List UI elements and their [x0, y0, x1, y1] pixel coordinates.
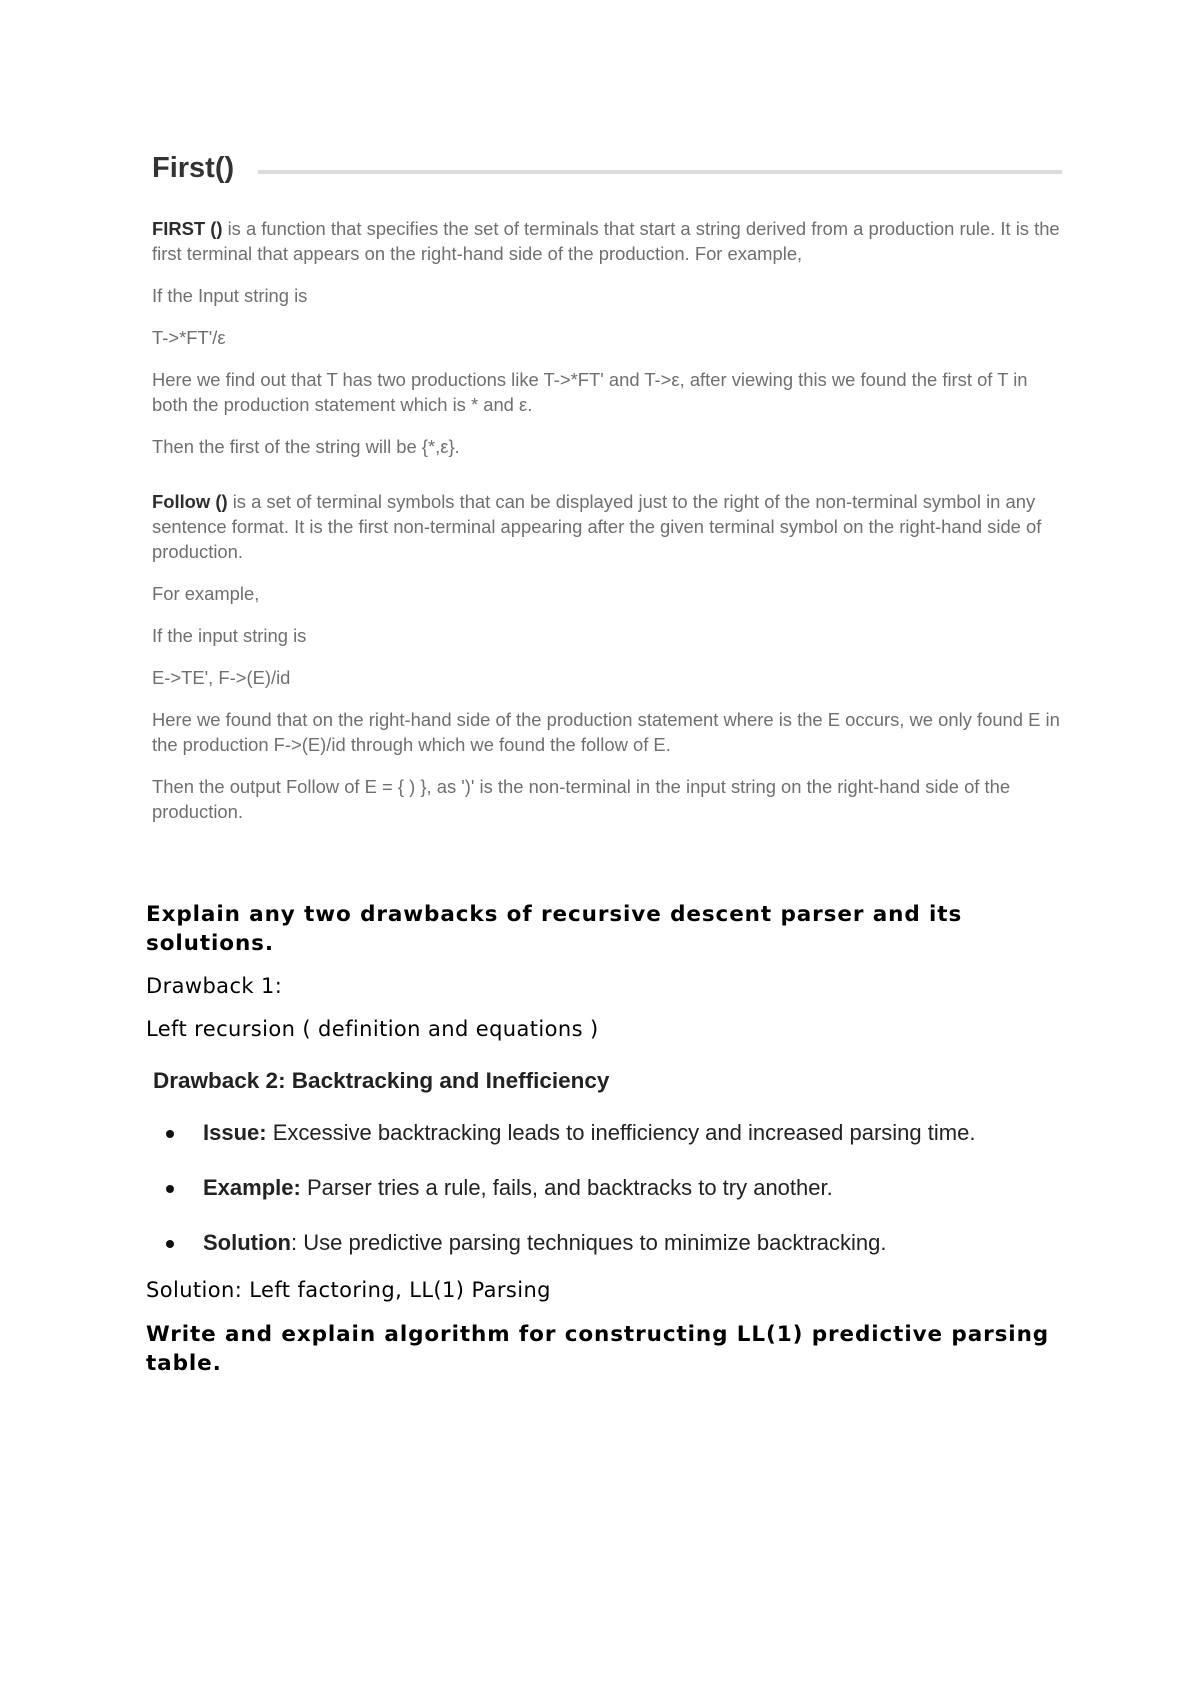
- bullet-label: Issue:: [203, 1120, 267, 1145]
- drawback-2-heading: Drawback 2: Backtracking and Inefficiency: [153, 1068, 610, 1093]
- example-line: For example,: [152, 583, 260, 604]
- first-definition: [152, 216, 1062, 266]
- conclusion: Then the first of the string will be {*,ε}.: [152, 436, 460, 457]
- drawback-2-list: [153, 1118, 1073, 1258]
- explanation: Here we find out that T has two productions like T->*FT' and T->ε, after viewing this we found the first of T in both the production statement which is * and ε.: [152, 369, 1028, 415]
- bullet-icon: [166, 1185, 174, 1193]
- follow-definition: [152, 489, 1062, 564]
- drawback-2-block: [153, 1066, 1073, 1258]
- drawback-1-label: Drawback 1:: [146, 974, 283, 998]
- bullet-text: Excessive backtracking leads to inefficiency and increased parsing time.: [266, 1120, 976, 1145]
- follow-text: is a set of terminal symbols that can be displayed just to the right of the non-terminal symbol in any sentence format. It is the first non-terminal appearing after the given terminal symbol on the right-hand side of production.: [152, 491, 1042, 562]
- input-line: If the Input string is: [152, 285, 308, 306]
- section-header: [152, 144, 1062, 192]
- section-title: First(): [152, 151, 235, 184]
- follow-term: Follow (): [152, 491, 228, 512]
- drawback-1-text: Left recursion ( definition and equations ): [146, 1017, 599, 1041]
- first-follow-screenshot: [152, 144, 1062, 824]
- bullet-icon: [166, 1130, 174, 1138]
- production: T->*FT'/ε: [152, 327, 226, 348]
- first-text: is a function that specifies the set of terminals that start a string derived from a production rule. It is the first terminal that appears on the right-hand side of the production. For example,: [152, 218, 1060, 264]
- bullet-text: Parser tries a rule, fails, and backtracks to try another.: [300, 1175, 833, 1200]
- solution-line: Solution: Left factoring, LL(1) Parsing: [146, 1278, 551, 1302]
- bullet-label: Solution: [203, 1230, 291, 1255]
- question-1: [146, 900, 1066, 1043]
- header-rule: [258, 170, 1062, 174]
- production-2: E->TE', F->(E)/id: [152, 667, 291, 688]
- question-1-heading: Explain any two drawbacks of recursive descent parser and its solutions.: [146, 902, 963, 956]
- conclusion-2: Then the output Follow of E = { ) }, as ')' is the non-terminal in the input string on the right-hand side of the production.: [152, 776, 1011, 822]
- input-line-2: If the input string is: [152, 625, 307, 646]
- bullet-icon: [166, 1240, 174, 1248]
- bullet-text: : Use predictive parsing techniques to minimize backtracking.: [290, 1230, 887, 1255]
- bullet-label: Example:: [203, 1175, 301, 1200]
- list-item: [153, 1173, 1073, 1203]
- solution-block: [146, 1276, 1066, 1304]
- list-item: [153, 1118, 1073, 1148]
- list-item: [153, 1228, 1073, 1258]
- question-2: [146, 1320, 1066, 1378]
- first-term: FIRST (): [152, 218, 223, 239]
- explanation-2: Here we found that on the right-hand side of the production statement where is the E occurs, we only found E in the production F->(E)/id through which we found the follow of E.: [152, 709, 1060, 755]
- question-2-heading: Write and explain algorithm for constructing LL(1) predictive parsing table.: [146, 1322, 1050, 1376]
